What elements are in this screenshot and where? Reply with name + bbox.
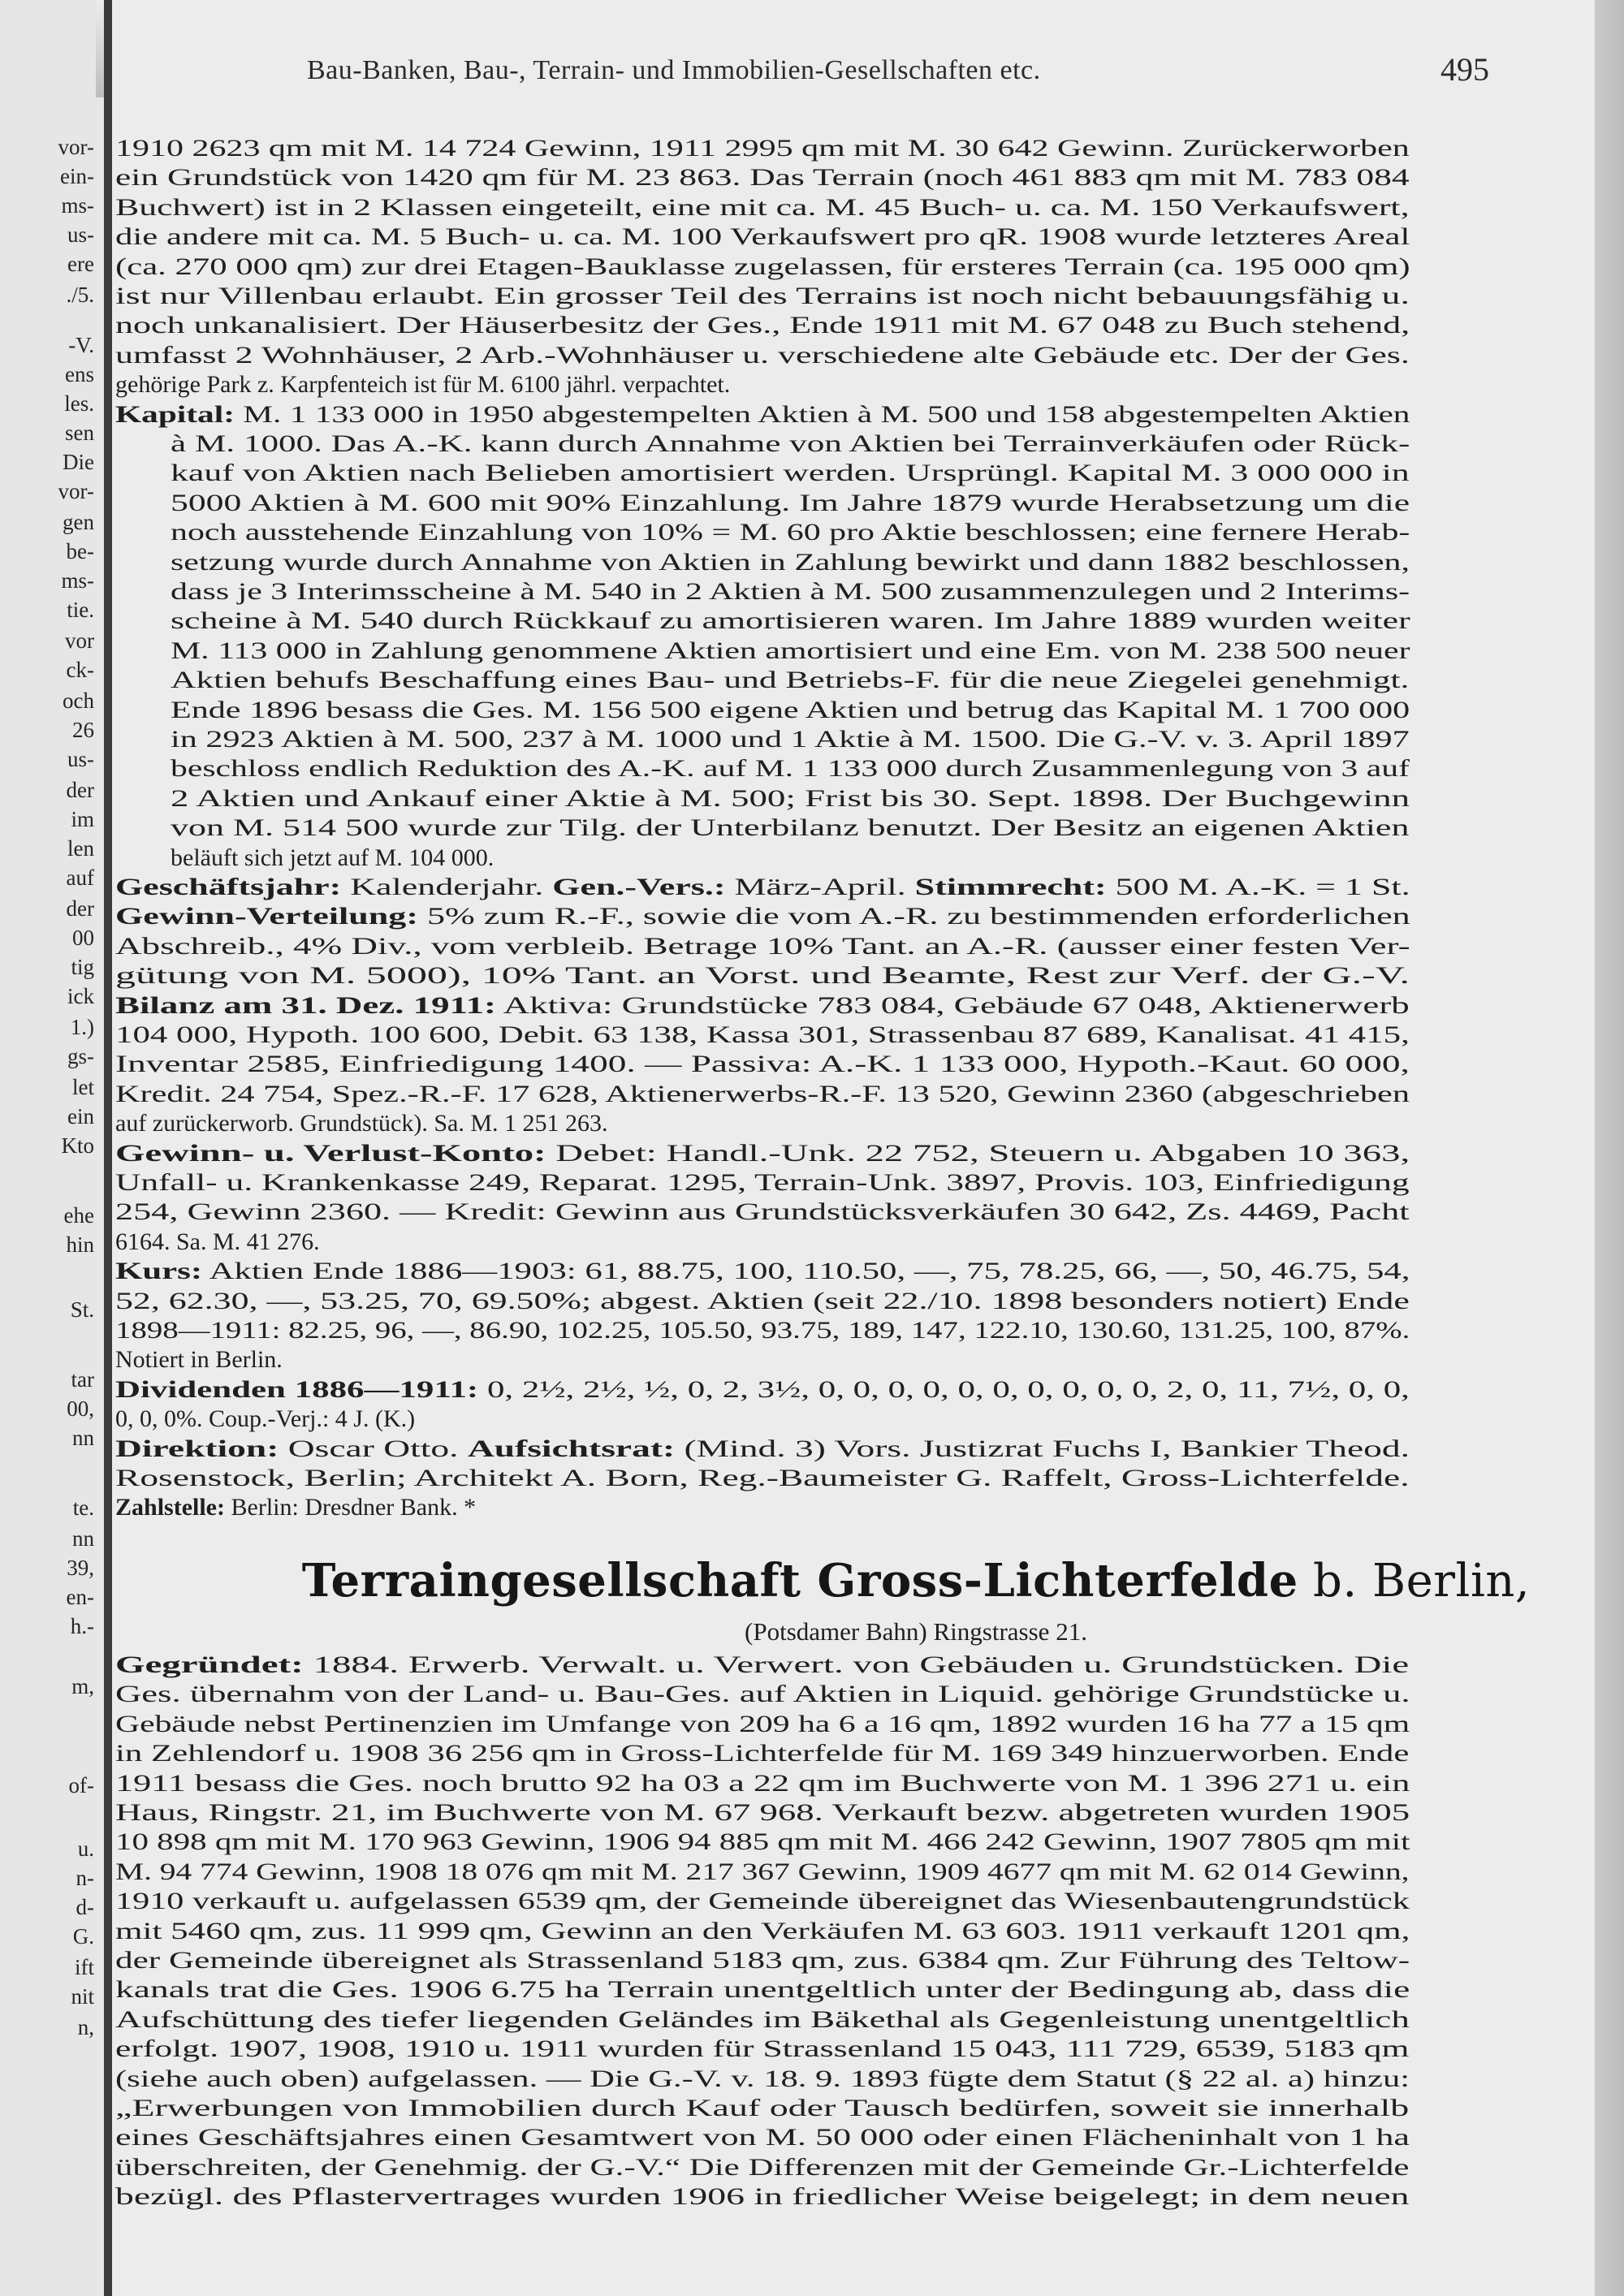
- left-margin-fragment: tie.: [67, 598, 94, 622]
- text-line: [115, 991, 1410, 1019]
- field-text: die andere mit ca. M. 5 Buch- u. ca. M. 100 Verkaufswert pro qR. 1908 wurde letzteres Areal: [115, 223, 1410, 251]
- field-text: ein Grundstück von 1420 qm für M. 23 863. Das Terrain (noch 461 883 qm mit M. 783 084: [115, 164, 1410, 192]
- left-margin-fragment: im: [71, 807, 94, 831]
- left-margin-fragment: ift: [75, 1955, 94, 1979]
- text-line: [115, 1653, 1409, 1677]
- left-margin-fragment: 00: [72, 926, 94, 950]
- left-margin-fragment: St.: [70, 1297, 94, 1322]
- field-text: Debet: Handl.-Unk. 22 752, Steuern u. Abgaben 10 363,: [546, 1139, 1410, 1167]
- text-line: [115, 400, 1410, 428]
- left-margin-fragment: 26: [72, 718, 94, 742]
- text-line: [115, 1860, 1410, 1884]
- left-margin-fragment: ms-: [61, 193, 94, 218]
- left-margin-fragment: auf: [66, 865, 94, 890]
- left-margin-fragment: vor-: [58, 135, 94, 159]
- company-location: b. Berlin,: [1298, 1555, 1531, 1608]
- field-text: Oscar Otto.: [279, 1435, 468, 1462]
- company-title: [234, 1554, 1598, 1608]
- text-line: [115, 193, 1410, 221]
- field-text: von M. 514 500 wurde zur Tilg. der Unterbilanz benutzt. Der Besitz an eigenen Aktien: [171, 814, 1410, 842]
- field-text: 1884. Erwerb. Verwalt. u. Verwert. von Gebäuden u. Grundstücken. Die: [303, 1651, 1410, 1678]
- text-line: [115, 1978, 1410, 2002]
- field-text: Abschreib., 4% Div., vom verbleib. Betrage 10% Tant. an A.-R. (ausser einer festen Ver-: [115, 932, 1410, 960]
- field-text: 52, 62.30, —, 53.25, 70, 69.50%; abgest. Aktien (seit 22./10. 1898 besonders notiert) Ende: [115, 1287, 1410, 1314]
- text-line: [171, 816, 1409, 840]
- field-text: 104 000, Hypoth. 100 600, Debit. 63 138, Kassa 301, Strassenbau 87 689, Kanalisat. 41 415,: [115, 1021, 1410, 1048]
- field-label: Gewinn-Verteilung:: [115, 903, 418, 930]
- left-margin-fragment: vor-: [58, 479, 94, 503]
- field-label: Aufsichtsrat:: [467, 1435, 676, 1462]
- left-margin-fragment: nn: [72, 1526, 94, 1551]
- text-line: [115, 2153, 1410, 2181]
- left-margin-fragment: nit: [71, 1984, 94, 2009]
- field-text: M. 113 000 in Zahlung genommene Aktien amortisiert und eine Em. von M. 238 500 neuer: [171, 637, 1410, 664]
- left-margin-fragment: Die: [63, 450, 94, 474]
- field-label: Direktion:: [115, 1435, 279, 1462]
- page: [112, 0, 1595, 2296]
- text-line: [171, 727, 1410, 752]
- field-text: (siehe auch oben) aufgelassen. — Die G.-V. v. 18. 9. 1893 fügte dem Statut (§ 22 al. a) hinzu:: [115, 2065, 1410, 2092]
- text-line: [171, 784, 1410, 812]
- field-text: Kredit. 24 754, Spez.-R.-F. 17 628, Aktienerwerbs-R.-F. 13 520, Gewinn 2360 (abgeschrieben: [115, 1080, 1410, 1107]
- field-text: Ges. übernahm von der Land- u. Bau-Ges. auf Aktien in Liquid. gehörige Grundstücke u.: [115, 1681, 1410, 1708]
- field-text: setzung wurde durch Annahme von Aktien in Zahlung bewirkt und dann 1882 beschlossen,: [171, 548, 1410, 576]
- field-label: Geschäftsjahr:: [115, 874, 342, 900]
- field-text: (Mind. 3) Vors. Justizrat Fuchs I, Bankier Theod.: [675, 1435, 1410, 1462]
- left-margin-fragment: der: [66, 896, 94, 921]
- field-label: Bilanz am 31. Dez. 1911:: [115, 991, 496, 1019]
- left-margin-fragment: gs-: [67, 1044, 94, 1068]
- company-name: Terraingesellschaft Gross-Lichterfelde: [301, 1554, 1298, 1608]
- text-line: [115, 1023, 1410, 1047]
- field-text: à M. 1000. Das A.-K. kann durch Annahme von Aktien bei Terrainverkäufen oder Rück-: [171, 430, 1410, 457]
- text-line: [115, 1375, 1410, 1403]
- left-margin-fragment: ens: [65, 362, 94, 386]
- field-text: „Erwerbungen von Immobilien durch Kauf oder Tausch bedürfen, soweit sie innerhalb: [115, 2095, 1410, 2121]
- left-margin-fragment: tig: [71, 955, 94, 979]
- left-margin-fragment: len: [67, 836, 94, 861]
- field-text: überschreiten, der Genehmig. der G.-V.“ Die Differenzen mit der Gemeinde Gr.-Lichterfelde: [115, 2153, 1410, 2181]
- text-line: [171, 668, 1409, 693]
- field-label: Stimmrecht:: [914, 874, 1107, 900]
- field-text: in Zehlendorf u. 1908 36 256 qm in Gross-Lichterfelde für M. 169 349 hinzuerworben. Ende: [115, 1740, 1410, 1767]
- left-margin-fragment: -V.: [68, 333, 94, 357]
- left-margin-fragment: n-: [76, 1866, 94, 1890]
- left-margin-fragment: 1.): [70, 1015, 94, 1039]
- text-line: [115, 904, 1410, 929]
- text-line: [115, 2037, 1409, 2061]
- field-text: umfasst 2 Wohnhäuser, 2 Arb.-Wohnhäuser u. verschiedene alte Gebäude etc. Der der Ges.: [115, 341, 1410, 369]
- left-margin-fragment: G.: [72, 1924, 94, 1949]
- field-text: M. 1 133 000 in 1950 abgestempelten Aktien à M. 500 und 158 abgestempelten Aktien: [234, 400, 1410, 428]
- field-text: März-April.: [725, 874, 915, 900]
- left-margin-fragment: be-: [66, 539, 94, 563]
- left-page-fragment: [0, 0, 104, 2296]
- field-text: 10 898 qm mit M. 170 963 Gewinn, 1906 94 885 qm mit M. 466 242 Gewinn, 1907 7805 qm mit: [115, 1828, 1410, 1856]
- text-line: [115, 373, 730, 397]
- text-line: [115, 1712, 1410, 1737]
- text-line: [115, 1348, 283, 1372]
- field-label: Gegründet:: [115, 1651, 304, 1678]
- text-line: [171, 520, 1410, 545]
- company-address: (Potsdamer Bahn) Ringstrasse 21.: [745, 1617, 1087, 1646]
- field-text: 5000 Aktien à M. 600 mit 90% Einzahlung. Im Jahre 1879 wurde Herabsetzung um die: [171, 489, 1410, 516]
- field-text: M. 94 774 Gewinn, 1908 18 076 qm mit M. 217 367 Gewinn, 1909 4677 qm mit M. 62 014 Gewinn,: [115, 1858, 1410, 1885]
- left-margin-fragment: Kto: [61, 1133, 94, 1158]
- field-label: Kurs:: [115, 1258, 203, 1285]
- text-line: [115, 1682, 1410, 1707]
- left-margin-fragment: gen: [63, 510, 94, 534]
- field-text: auf zurückerworb. Grundstück). Sa. M. 1 251 263.: [115, 1110, 608, 1137]
- field-text: Aufschüttung des tiefer liegenden Geländes im Bäkethal als Gegenleistung unentgeltlich: [115, 2005, 1410, 2033]
- field-text: Aktien behufs Beschaffung eines Bau- und Betriebs-F. für die neue Ziegelei genehmigt.: [171, 667, 1410, 694]
- field-text: 5% zum R.-F., sowie die vom A.-R. zu bestimmenden erforderlichen: [417, 903, 1410, 930]
- text-line: [115, 1495, 476, 1520]
- field-text: (ca. 270 000 qm) zur drei Etagen-Bauklasse zugelassen, für ersteres Terrain (ca. 195 000 qm): [115, 252, 1410, 280]
- left-margin-fragment: 39,: [67, 1556, 94, 1580]
- field-text: 1898—1911: 82.25, 96, —, 86.90, 102.25, 105.50, 93.75, 189, 147, 122.10, 130.60, 131.25, 100, 87%.: [115, 1317, 1410, 1344]
- text-line: [171, 639, 1410, 663]
- field-text: Ende 1896 besass die Ges. M. 156 500 eigene Aktien und betrug das Kapital M. 1 700 000: [171, 696, 1410, 723]
- field-label: Kapital:: [115, 400, 235, 428]
- field-text: gehörige Park z. Karpfenteich ist für M. 6100 jährl. verpachtet.: [115, 371, 731, 399]
- text-line: [115, 1318, 1410, 1343]
- field-text: noch ausstehende Einzahlung von 10% = M. 60 pro Aktie beschlossen; eine fernere Herab-: [171, 519, 1410, 546]
- field-text: 254, Gewinn 2360. — Kredit: Gewinn aus Grundstücksverkäufen 30 642, Zs. 4469, Pacht: [115, 1198, 1410, 1226]
- field-text: mit 5460 qm, zus. 11 999 qm, Gewinn an den Verkäufen M. 63 603. 1911 verkauft 1201 qm,: [115, 1917, 1410, 1944]
- field-text: 6164. Sa. M. 41 276.: [115, 1228, 320, 1255]
- text-line: [171, 432, 1410, 456]
- page-right-edge: [1595, 0, 1624, 2296]
- text-line: [115, 1230, 320, 1254]
- text-line: [115, 1111, 608, 1136]
- field-label: Zahlstelle:: [115, 1494, 225, 1521]
- text-line: [115, 1259, 1410, 1284]
- field-text: Notiert in Berlin.: [115, 1346, 283, 1374]
- left-margin-fragment: nn: [72, 1426, 94, 1450]
- text-line: [115, 2126, 1410, 2150]
- text-line: [115, 1889, 1410, 1914]
- field-text: Aktiva: Grundstücke 783 084, Gebäude 67 048, Aktienerwerb: [495, 991, 1410, 1019]
- text-line: [115, 1171, 1410, 1195]
- field-text: scheine à M. 540 durch Rückkauf zu amortisieren waren. Im Jahre 1889 wurden weiter: [171, 607, 1410, 635]
- left-margin-fragment: d-: [76, 1895, 94, 1919]
- text-line: [115, 2005, 1410, 2033]
- text-line: [171, 580, 1410, 604]
- text-line: [115, 136, 1410, 161]
- text-line: [115, 313, 1410, 338]
- field-text: ist nur Villenbau erlaubt. Ein grosser Teil des Terrains ist noch nicht bebauungsfähig u.: [115, 283, 1410, 309]
- left-margin-fragment: der: [66, 778, 94, 802]
- field-text: Buchwert) ist in 2 Klassen eingeteilt, eine mit ca. M. 45 Buch- u. ca. M. 150 Verkaufswert,: [115, 193, 1410, 221]
- text-line: [115, 1052, 1410, 1077]
- text-line: [171, 491, 1410, 516]
- field-text: Rosenstock, Berlin; Architekt A. Born, Reg.-Baumeister G. Raffelt, Gross-Lichterfelde.: [115, 1465, 1410, 1491]
- left-margin-fragment: ehe: [63, 1203, 94, 1228]
- text-line: [115, 2096, 1409, 2121]
- field-label: Gewinn- u. Verlust-Konto:: [115, 1139, 546, 1167]
- field-text: Unfall- u. Krankenkasse 249, Reparat. 1295, Terrain-Unk. 3897, Provis. 103, Einfriedigung: [115, 1169, 1410, 1196]
- field-text: 1910 verkauft u. aufgelassen 6539 qm, der Gemeinde übereignet das Wiesenbautengrundstück: [115, 1888, 1410, 1915]
- left-margin-fragment: h.-: [70, 1614, 94, 1638]
- text-line: [171, 846, 494, 870]
- text-line: [115, 1082, 1410, 1107]
- text-line: [115, 2067, 1410, 2091]
- left-margin-fragment: let: [72, 1075, 94, 1099]
- text-line: [115, 1801, 1410, 1825]
- text-line: [115, 1200, 1410, 1224]
- page-number: 495: [1440, 51, 1489, 88]
- text-line: [115, 252, 1410, 280]
- left-margin-fragment: m,: [71, 1674, 94, 1698]
- field-text: eines Geschäftsjahres einen Gesamtwert von M. 50 000 oder einen Flächeninhalt von 1 ha: [115, 2124, 1410, 2151]
- left-margin-fragment: vor: [65, 628, 94, 653]
- field-text: Kalenderjahr.: [341, 874, 553, 900]
- left-margin-fragment: n,: [77, 2015, 94, 2039]
- field-text: Berlin: Dresdner Bank. *: [225, 1494, 477, 1521]
- left-margin-fragment: ere: [67, 252, 94, 276]
- text-line: [171, 461, 1410, 486]
- field-text: in 2923 Aktien à M. 500, 237 à M. 1000 und 1 Aktie à M. 1500. Die G.-V. v. 3. April 1897: [171, 726, 1410, 753]
- field-text: beläuft sich jetzt auf M. 104 000.: [171, 844, 495, 871]
- text-line: [115, 1289, 1410, 1314]
- text-line: [115, 1949, 1410, 1973]
- text-line: [115, 1139, 1410, 1167]
- field-text: 2 Aktien und Ankauf einer Aktie à M. 500; Frist bis 30. Sept. 1898. Der Buchgewinn: [171, 784, 1410, 812]
- text-line: [171, 550, 1410, 575]
- left-margin-fragment: of-: [68, 1773, 94, 1798]
- field-text: dass je 3 Interimsscheine à M. 540 in 2 Aktien à M. 500 zusammenzulegen und 2 Interims-: [171, 578, 1410, 605]
- field-text: 1911 besass die Ges. noch brutto 92 ha 03 a 22 qm im Buchwerte von M. 1 396 271 u. ein: [115, 1769, 1410, 1797]
- field-text: beschloss endlich Reduktion des A.-K. auf M. 1 133 000 durch Zusammenlegung von 3 auf: [171, 755, 1410, 783]
- left-margin-fragment: te.: [72, 1495, 94, 1520]
- field-text: kauf von Aktien nach Belieben amortisiert werden. Ursprüngl. Kapital M. 3 000 000 in: [171, 460, 1410, 487]
- text-line: [115, 1919, 1410, 1944]
- field-label: Dividenden 1886—1911:: [115, 1375, 479, 1403]
- left-margin-fragment: sen: [65, 421, 94, 445]
- text-line: [115, 343, 1410, 368]
- field-text: 500 M. A.-K. = 1 St.: [1106, 874, 1410, 900]
- left-margin-fragment: tar: [71, 1367, 94, 1392]
- field-text: Gebäude nebst Pertinenzien im Umfange von 209 ha 6 a 16 qm, 1892 wurden 16 ha 77 a 15 qm: [115, 1710, 1410, 1737]
- left-margin-fragment: u.: [77, 1836, 94, 1861]
- field-text: Haus, Ringstr. 21, im Buchwerte von M. 67 968. Verkauft bezw. abgetreten wurden 1905: [115, 1799, 1410, 1826]
- text-line: [171, 609, 1410, 633]
- left-margin-fragment: us-: [67, 747, 94, 771]
- text-line: [115, 284, 1410, 309]
- text-line: [115, 1437, 1410, 1461]
- text-line: [171, 698, 1410, 723]
- left-margin-fragment: ck-: [66, 658, 94, 682]
- text-line: [115, 1769, 1410, 1797]
- text-line: [171, 757, 1410, 781]
- field-text: 1910 2623 qm mit M. 14 724 Gewinn, 1911 2995 qm mit M. 30 642 Gewinn. Zurückerworben: [115, 135, 1410, 162]
- field-text: erfolgt. 1907, 1908, 1910 u. 1911 wurden für Strassenland 15 043, 111 729, 6539, 5183 qm: [115, 2035, 1410, 2063]
- field-text: noch unkanalisiert. Der Häuserbesitz der Ges., Ende 1911 mit M. 67 048 zu Buch stehend,: [115, 312, 1410, 339]
- field-label: Gen.-Vers.:: [552, 874, 726, 900]
- field-text: Inventar 2585, Einfriedigung 1400. — Passiva: A.-K. 1 133 000, Hypoth.-Kaut. 60 000,: [115, 1051, 1410, 1078]
- field-text: 0, 2½, 2½, ½, 0, 2, 3½, 0, 0, 0, 0, 0, 0, 0, 0, 0, 0, 2, 0, 11, 7½, 0, 0,: [478, 1375, 1410, 1403]
- left-margin-fragment: 00,: [67, 1396, 94, 1421]
- field-text: kanals trat die Ges. 1906 6.75 ha Terrain unentgeltlich unter der Bedingung ab, dass die: [115, 1976, 1410, 2004]
- field-text: 0, 0, 0%. Coup.-Verj.: 4 J. (K.): [115, 1405, 416, 1433]
- running-header: Bau-Banken, Bau-, Terrain- und Immobilien-Gesellschaften etc.: [307, 55, 1041, 85]
- field-text: gütung von M. 5000), 10% Tant. an Vorst. und Beamte, Rest zur Verf. der G.-V.: [115, 962, 1410, 990]
- field-text: der Gemeinde übereignet als Strassenland 5183 qm, zus. 6384 qm. Zur Führung des Teltow-: [115, 1947, 1410, 1974]
- left-margin-fragment: ein: [67, 1104, 94, 1129]
- field-text: Aktien Ende 1886—1903: 61, 88.75, 100, 110.50, —, 75, 78.25, 66, —, 50, 46.75, 54,: [202, 1258, 1410, 1285]
- left-margin-fragment: hin: [66, 1232, 94, 1257]
- text-line: [115, 225, 1410, 249]
- text-line: [115, 875, 1410, 900]
- left-margin-fragment: ein-: [60, 164, 94, 188]
- left-margin-fragment: ./5.: [66, 283, 94, 307]
- field-text: bezügl. des Pflastervertrages wurden 1906 in friedlicher Weise beigelegt; in dem neuen: [115, 2183, 1410, 2211]
- text-line: [115, 964, 1410, 988]
- left-margin-fragment: ms-: [61, 568, 94, 593]
- text-line: [115, 2185, 1410, 2209]
- left-margin-fragment: les.: [64, 391, 94, 416]
- left-margin-fragment: en-: [66, 1585, 94, 1609]
- text-line: [115, 1830, 1410, 1854]
- text-line: [115, 1407, 415, 1431]
- left-margin-fragment: ick: [67, 984, 94, 1008]
- left-margin-fragment: us-: [67, 222, 94, 247]
- text-line: [115, 934, 1410, 959]
- left-margin-fragment: och: [63, 688, 94, 713]
- page-gutter: [104, 0, 112, 2296]
- text-line: [115, 1466, 1410, 1491]
- text-line: [115, 166, 1410, 190]
- text-line: [115, 1741, 1409, 1766]
